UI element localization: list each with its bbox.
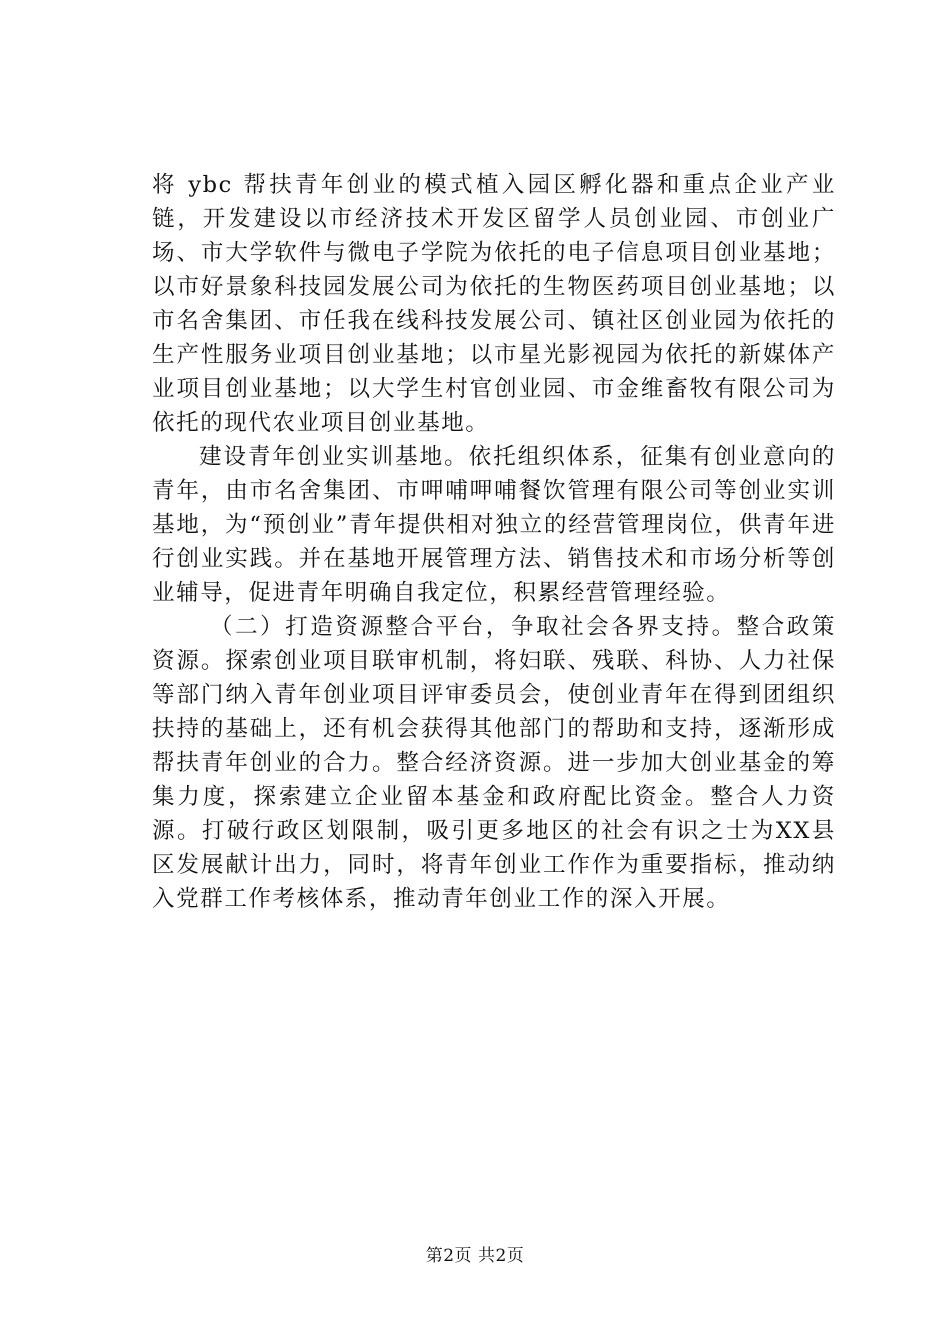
document-body	[152, 168, 836, 916]
page-footer: 第2页 共2页	[425, 1246, 525, 1266]
paragraph-training-bases: 建设青年创业实训基地。依托组织体系，征集有创业意向的青年，由市名舍集团、市呷哺呷哺餐饮管理有限公司等创业实训基地，为“预创业”青年提供相对独立的经营管理岗位，供青年进行创业实践。并在基地开展管理方法、销售技术和市场分析等创业辅导，促进青年明确自我定位，积累经营管理经验。	[152, 444, 836, 606]
paragraph-incubator-bases: 将 ybc 帮扶青年创业的模式植入园区孵化器和重点企业产业链，开发建设以市经济技术开发区留学人员创业园、市创业广场、市大学软件与微电子学院为依托的电子信息项目创业基地；以市好景象科技园发展公司为依托的生物医药项目创业基地；以市名舍集团、市任我在线科技发展公司、镇社区创业园为依托的生产性服务业项目创业基地；以市星光影视园为依托的新媒体产业项目创业基地；以大学生村官创业园、市金维畜牧有限公司为依托的现代农业项目创业基地。	[152, 172, 836, 436]
paragraph-resource-platform: （二）打造资源整合平台，争取社会各界支持。整合政策资源。探索创业项目联审机制，将妇联、残联、科协、人力社保等部门纳入青年创业项目评审委员会，使创业青年在得到团组织扶持的基础上，还有机会获得其他部门的帮助和支持，逐渐形成帮扶青年创业的合力。整合经济资源。进一步加大创业基金的筹集力度，探索建立企业留本基金和政府配比资金。整合人力资源。打破行政区划限制，吸引更多地区的社会有识之士为XX县区发展献计出力，同时，将青年创业工作作为重要指标，推动纳入党群工作考核体系，推动青年创业工作的深入开展。	[152, 614, 836, 912]
